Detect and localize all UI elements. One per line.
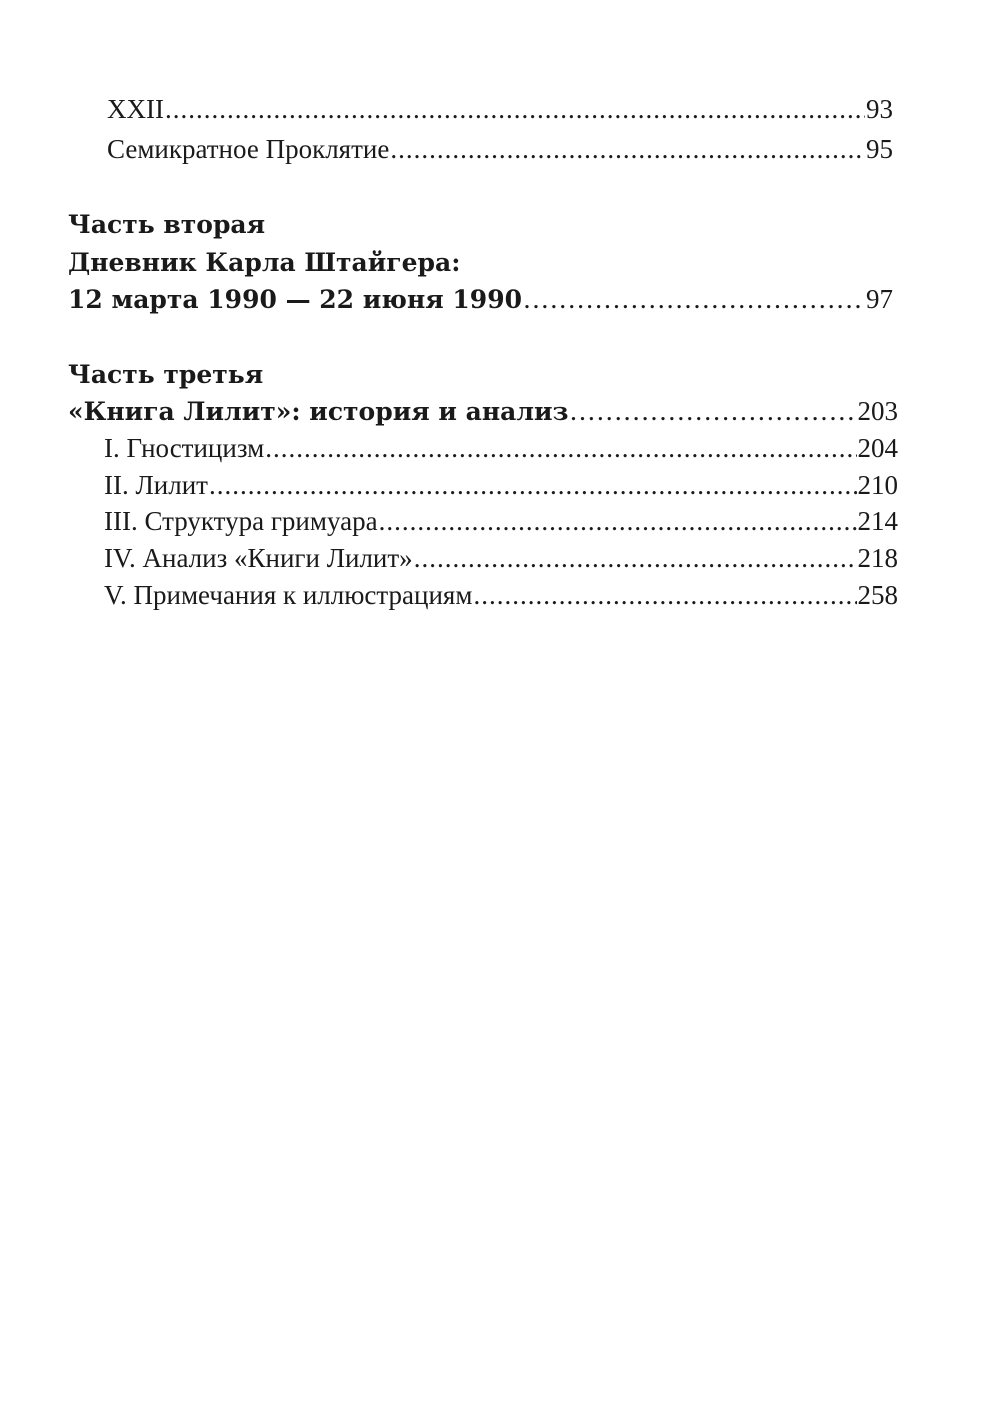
toc-entry[interactable] [104,580,898,611]
dot-leader [209,470,857,501]
part-three-label: Часть третья [68,360,264,389]
part-two-title: Дневник Карла Штайгера: [68,248,461,277]
toc-entry[interactable] [104,470,898,501]
toc-entry-page: 203 [857,396,898,426]
dot-leader [265,433,856,464]
dot-leader [414,543,857,574]
part-two-label: Часть вторая [68,210,266,239]
toc-entry-title: I. Гностицизм [104,433,265,463]
dot-leader [570,397,857,426]
toc-entry-title: V. Примечания к иллюстрациям [104,580,473,610]
toc-entry-title: XXII [107,94,164,124]
dot-leader [165,94,865,125]
toc-entry-page: 218 [857,543,898,573]
toc-entry-title: III. Структура гримуара [104,506,378,536]
toc-entry[interactable] [104,506,898,537]
toc-entry-page: 97 [866,284,893,314]
toc-entry[interactable] [107,94,893,125]
toc-entry-page: 258 [857,580,898,610]
toc-entry-title: II. Лилит [104,470,208,500]
part-three-title: «Книга Лилит»: история и анализ [68,397,569,426]
toc-entry[interactable] [107,134,893,165]
toc-entry-page: 210 [857,470,898,500]
toc-part-three-entry[interactable] [68,396,898,427]
part-two-dates: 12 марта 1990 — 22 июня 1990 [68,285,522,314]
dot-leader [379,506,857,537]
toc-entry[interactable] [104,433,898,464]
toc-entry-page: 204 [857,433,898,463]
toc-entry-page: 214 [857,506,898,536]
toc-entry-page: 95 [866,134,893,164]
toc-entry-title: Семикратное Проклятие [107,134,390,164]
toc-part-two-entry[interactable] [68,284,893,315]
dot-leader [473,580,856,611]
toc-entry-page: 93 [866,94,893,124]
dot-leader [390,134,865,165]
dot-leader [523,285,865,314]
toc-entry-title: IV. Анализ «Книги Лилит» [104,543,413,573]
toc-entry[interactable] [104,543,898,574]
